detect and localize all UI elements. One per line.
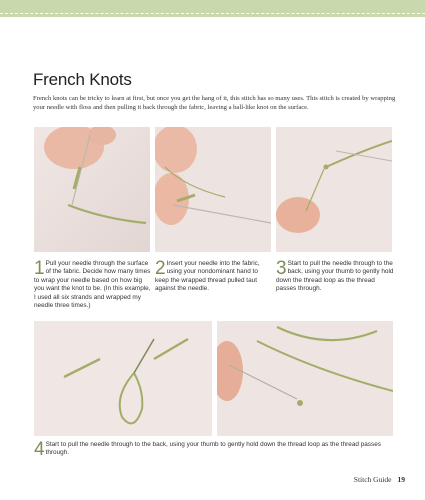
page-number: 19 xyxy=(397,475,405,484)
step-2-caption xyxy=(155,260,273,294)
step-text: Pull your needle through the surface of the fabric. Decide how many times to wrap your needle based on how big you want the knot to be. (In this example, I used all six strands and wrapped my needle three times.) xyxy=(34,260,151,310)
step-number: 2 xyxy=(155,258,166,279)
step-text: Insert your needle into the fabric, using your nondominant hand to keep the wrapped thread pulled taut against the needle. xyxy=(155,260,260,293)
step-number: 3 xyxy=(276,258,287,279)
photo-step-2 xyxy=(155,127,271,252)
step-number: 4 xyxy=(34,439,45,460)
photo-step-1 xyxy=(34,127,150,252)
photo-step-4-left xyxy=(34,321,212,436)
step-4-caption xyxy=(34,441,392,458)
intro-paragraph: French knots can be tricky to learn at first, but once you get the hang of it, this stitch has so many uses. This stitch is created by wrapping your needle with floss and then pulling it back through the fabric, leaving a ball-like knot on the surface. xyxy=(33,95,396,111)
photo-step-3 xyxy=(276,127,392,252)
decorative-top-band xyxy=(0,0,425,17)
page-footer xyxy=(354,475,405,484)
step-text: Start to pull the needle through to the back, using your thumb to gently hold down the thread loop as the thread passes through. xyxy=(45,441,381,457)
step-number: 1 xyxy=(34,258,45,279)
decorative-stitch-line xyxy=(0,13,425,14)
page-title: French Knots xyxy=(33,70,132,89)
step-3-caption xyxy=(276,260,394,294)
section-name: Stitch Guide xyxy=(353,475,392,484)
step-text: Start to pull the needle through to the back, using your thumb to gently hold down the thread loop as the thread passes through. xyxy=(276,260,394,293)
step-1-caption xyxy=(34,260,152,310)
photo-step-4-right xyxy=(217,321,393,436)
